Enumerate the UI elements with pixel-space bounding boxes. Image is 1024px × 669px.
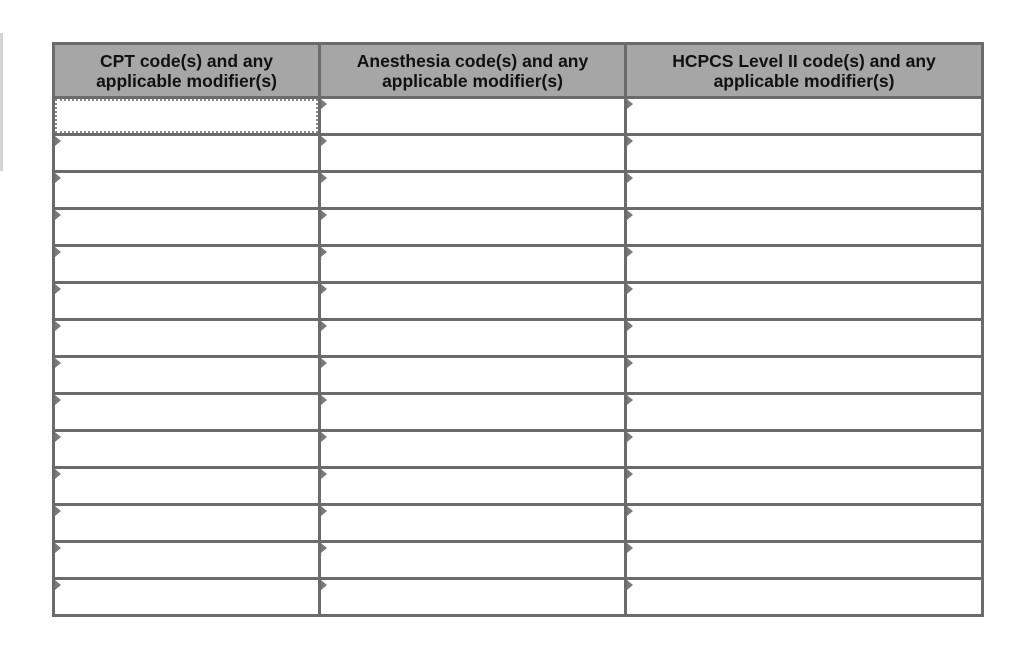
table-cell [54,98,320,135]
anesthesia-code-field[interactable] [321,247,624,281]
table-cell [320,505,626,542]
table-row [54,542,983,579]
table-cell [54,468,320,505]
anesthesia-code-field[interactable] [321,543,624,577]
anesthesia-code-field[interactable] [321,321,624,355]
code-entry-table [52,42,984,617]
table-row [54,209,983,246]
table-cell [320,394,626,431]
table-cell [626,98,983,135]
anesthesia-code-field[interactable] [321,580,624,614]
hcpcs-code-field[interactable] [627,99,981,133]
header-row [54,44,983,98]
cpt-code-field[interactable] [55,247,318,281]
hcpcs-code-field[interactable] [627,395,981,429]
table-row [54,357,983,394]
table-cell [54,283,320,320]
table-cell [54,135,320,172]
anesthesia-code-field[interactable] [321,136,624,170]
table-cell [320,468,626,505]
hcpcs-code-field[interactable] [627,543,981,577]
cpt-code-field[interactable] [55,580,318,614]
table-row [54,246,983,283]
table-cell [54,209,320,246]
hcpcs-code-field[interactable] [627,136,981,170]
table-cell [626,357,983,394]
table-cell [626,283,983,320]
table-cell [626,394,983,431]
table-row [54,135,983,172]
anesthesia-code-field[interactable] [321,506,624,540]
hcpcs-code-field[interactable] [627,247,981,281]
table-cell [54,542,320,579]
window-edge [0,33,3,171]
hcpcs-code-field[interactable] [627,173,981,207]
cpt-code-field[interactable] [55,136,318,170]
cpt-code-field[interactable] [55,469,318,503]
table-row [54,505,983,542]
table-cell [320,246,626,283]
cpt-code-field[interactable] [55,284,318,318]
table-cell [320,283,626,320]
table-cell [54,579,320,616]
cpt-code-field[interactable] [55,321,318,355]
table-cell [626,468,983,505]
table-cell [320,357,626,394]
anesthesia-code-field[interactable] [321,469,624,503]
anesthesia-code-field[interactable] [321,210,624,244]
table-cell [54,357,320,394]
table-cell [320,320,626,357]
hcpcs-code-field[interactable] [627,321,981,355]
anesthesia-code-field[interactable] [321,358,624,392]
hcpcs-code-field[interactable] [627,210,981,244]
table-cell [626,579,983,616]
cpt-code-field[interactable] [55,432,318,466]
table-row [54,172,983,209]
table-row [54,468,983,505]
table-cell [54,431,320,468]
table-row [54,98,983,135]
table-cell [626,246,983,283]
cpt-code-field[interactable] [55,173,318,207]
hcpcs-code-field[interactable] [627,432,981,466]
table-cell [626,542,983,579]
hcpcs-code-field[interactable] [627,358,981,392]
table-cell [626,135,983,172]
table-cell [320,135,626,172]
hcpcs-codes-header: HCPCS Level II code(s) and any applicable modifier(s) [626,44,983,98]
table-row [54,394,983,431]
table-cell [320,209,626,246]
table-cell [626,320,983,357]
table-cell [54,394,320,431]
table-cell [320,579,626,616]
cpt-code-field[interactable] [55,395,318,429]
anesthesia-code-field[interactable] [321,432,624,466]
table-cell [626,505,983,542]
table-cell [54,320,320,357]
table-cell [54,505,320,542]
table-cell [626,209,983,246]
table-row [54,320,983,357]
table-cell [626,431,983,468]
table-body [54,98,983,616]
table-row [54,431,983,468]
hcpcs-code-field[interactable] [627,284,981,318]
cpt-code-field[interactable] [55,506,318,540]
anesthesia-codes-header: Anesthesia code(s) and any applicable modifier(s) [320,44,626,98]
table-cell [320,172,626,209]
cpt-code-field[interactable] [55,543,318,577]
cpt-codes-header: CPT code(s) and any applicable modifier(s) [54,44,320,98]
table-cell [320,542,626,579]
table-cell [320,431,626,468]
table-header [54,44,983,98]
table-cell [54,172,320,209]
hcpcs-code-field[interactable] [627,506,981,540]
anesthesia-code-field[interactable] [321,395,624,429]
hcpcs-code-field[interactable] [627,469,981,503]
cpt-code-field[interactable] [55,358,318,392]
anesthesia-code-field[interactable] [321,99,624,133]
table-row [54,283,983,320]
table-cell [54,246,320,283]
table-cell [320,98,626,135]
cpt-code-field[interactable] [55,99,318,133]
anesthesia-code-field[interactable] [321,173,624,207]
cpt-code-field[interactable] [55,210,318,244]
table-row [54,579,983,616]
hcpcs-code-field[interactable] [627,580,981,614]
anesthesia-code-field[interactable] [321,284,624,318]
table-cell [626,172,983,209]
